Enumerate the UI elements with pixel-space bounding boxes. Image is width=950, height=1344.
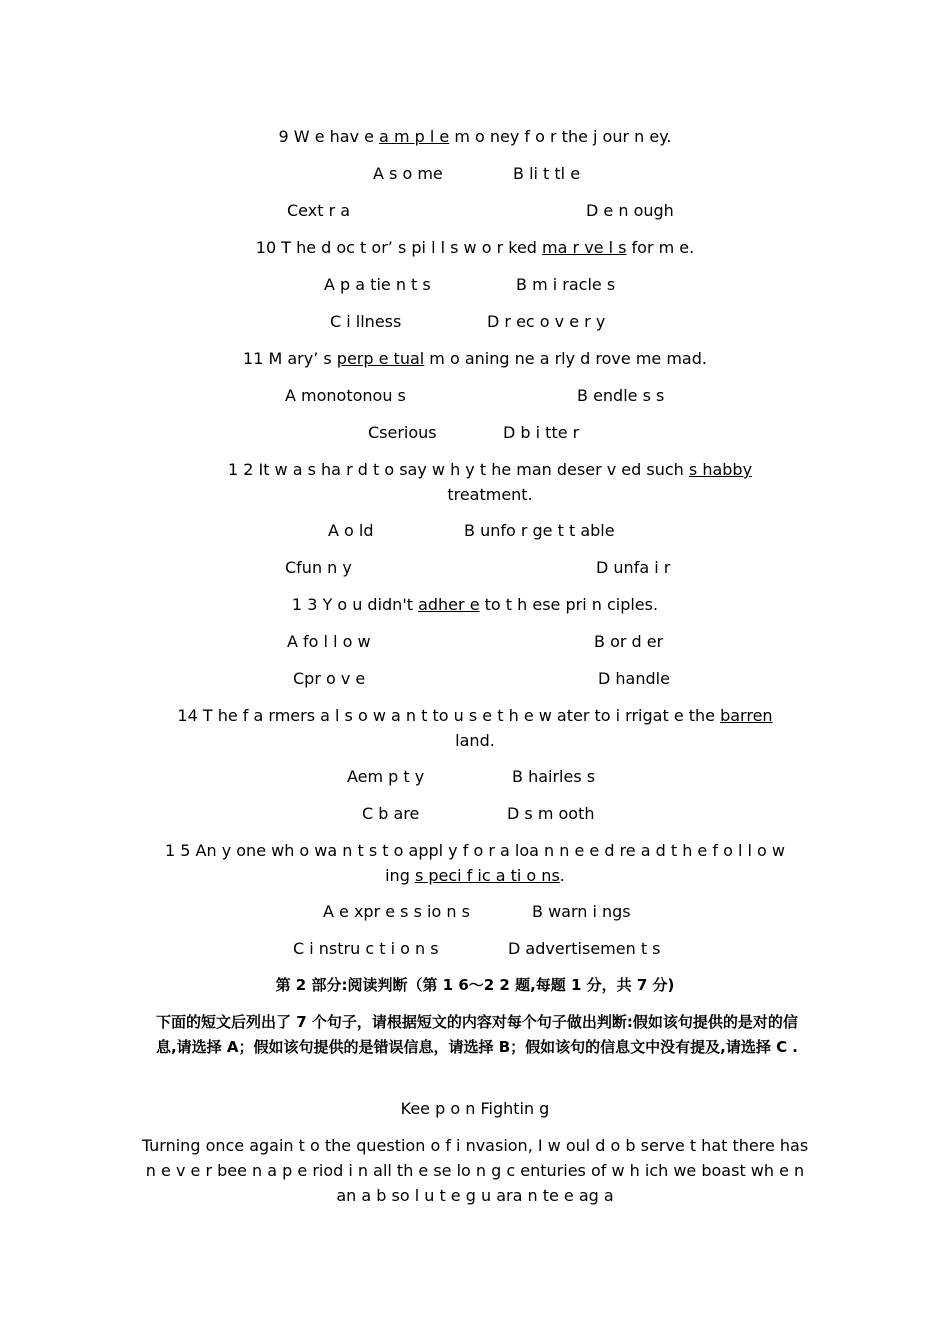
question-10-stem: 10 T he d oc t or’ s pi l l s w o r ked ma r ve l s for m e. <box>255 238 695 257</box>
question-9-option-b: B li t tl e <box>513 164 581 183</box>
question-13-option-c: Cpr o v e <box>293 669 366 688</box>
question-10-option-d: D r ec o v e r y <box>487 312 606 331</box>
question-11-option-a: A monotonou s <box>285 386 406 405</box>
section-instructions: 下面的短文后列出了 7 个句子，请根据短文的内容对每个句子做出判断:假如该句提供的是对的信息,请选择 A；假如该句提供的是错误信息，请选择 B；假如该句的信息文中没有提及,请选择 C . <box>155 1013 799 1056</box>
question-12-option-b: B unfo r ge t t able <box>464 521 615 540</box>
section-title: 第 2 部分:阅读判断（第 1 6～2 2 题,每题 1 分，共 7 分) <box>275 976 675 994</box>
question-12-option-c: Cfun n y <box>285 558 352 577</box>
question-9-option-c: Cext r a <box>287 201 351 220</box>
question-10-option-c: C i llness <box>330 312 402 331</box>
question-13-option-b: B or d er <box>594 632 664 651</box>
question-15-option-d: D advertisemen t s <box>508 939 661 958</box>
question-14-option-d: D s m ooth <box>507 804 595 823</box>
question-12-stem: 1 2 It w a s ha r d t o say w h y t he man deser v ed such s habby treatment. <box>227 460 753 504</box>
question-15-option-b: B warn i ngs <box>532 902 631 921</box>
question-9-option-a: A s o me <box>373 164 443 183</box>
question-15-option-c: C i nstru c t i o n s <box>293 939 439 958</box>
question-13-option-a: A fo l l o w <box>287 632 371 651</box>
question-15-stem: 1 5 An y one wh o wa n t s t o appl y f o r a loa n n e e d re a d t h e f o l l o w ing s peci f ic a ti o ns. <box>165 841 785 885</box>
question-14-stem: 14 T he f a rmers a l s o w a n t to u s e t h e w ater to i rrigat e the barren land. <box>177 706 773 750</box>
question-15-option-a: A e xpr e s s io n s <box>323 902 470 921</box>
question-12-option-a: A o ld <box>328 521 374 540</box>
question-14-option-c: C b are <box>362 804 420 823</box>
question-14-option-a: Aem p t y <box>347 767 425 786</box>
question-12-option-d: D unfa i r <box>596 558 671 577</box>
question-11-option-d: D b i tte r <box>503 423 580 442</box>
question-9-stem: 9 W e hav e a m p l e m o ney f o r the j our n ey. <box>278 127 672 146</box>
question-14-option-b: B hairles s <box>512 767 596 786</box>
question-13-stem: 1 3 Y o u didn't adher e to t h ese pri n ciples. <box>291 595 659 614</box>
question-10-option-b: B m i racle s <box>516 275 616 294</box>
question-9-option-d: D e n ough <box>586 201 674 220</box>
question-11-option-b: B endle s s <box>577 386 665 405</box>
question-10-option-a: A p a tie n t s <box>324 275 431 294</box>
question-11-stem: 11 M ary’ s perp e tual m o aning ne a rly d rove me mad. <box>243 349 707 368</box>
question-13-option-d: D handle <box>598 669 670 688</box>
passage-text: Turning once again t o the question o f i nvasion, I w oul d o b serve t hat there has n e v e r bee n a p e riod i n all th e se lo n g c enturies of w h ich we boast wh e n an a b so l u t e g u ara n te e ag a <box>141 1136 809 1205</box>
passage-title: Kee p o n Fightin g <box>400 1099 550 1118</box>
question-11-option-c: Cserious <box>368 423 437 442</box>
